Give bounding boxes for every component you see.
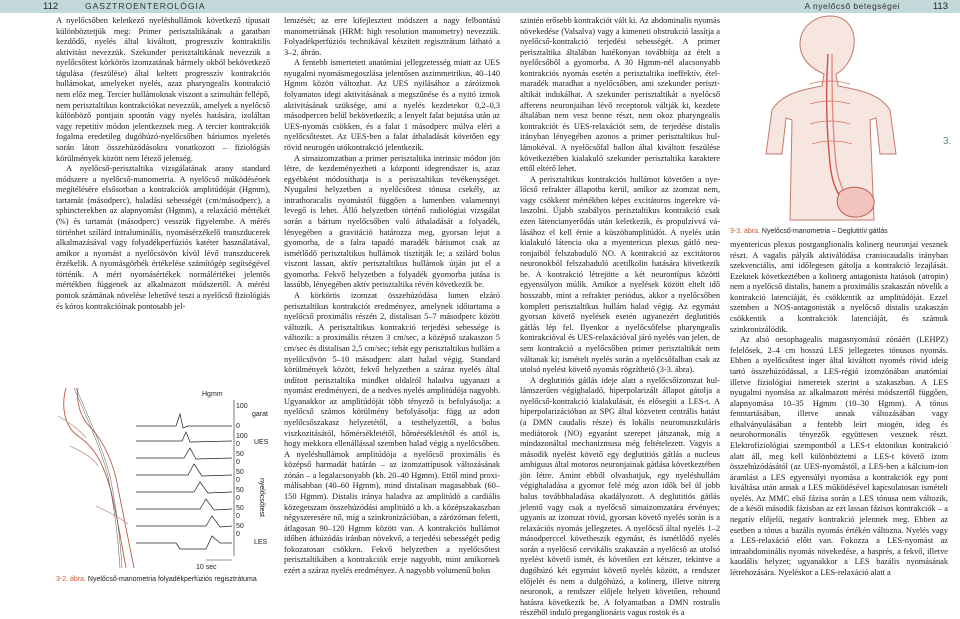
text-column-1 — [56, 16, 270, 312]
figure-deglutitive-inhibition — [730, 14, 930, 224]
figure-label: 3-3. ábra. — [730, 228, 760, 235]
tick-label: 50 — [236, 523, 244, 530]
figure-caption-text: Nyelőcső-manometria folyadékperfúziós regisztrátuma — [87, 576, 257, 583]
tick-label: 0 — [236, 423, 240, 430]
paragraph: A simaizomzatban a primer perisztaltika intrinsic módon jön létre, de kezdeményezheti a központi idegrendszer is, azaz egyébként módosíthatja is a perisztaltikus tevékenységet. Nyugalmi helyzetben a nyelőcsőtest tónusa csekély, az intrathoracalis nyomástól függően a lumenben valamennyi levegő is lehet. Álló helyzetben történő radiológiai vizsgálat során a bárium nyelőcsőben való áthaladását a folyadék, lényegében a gravitáció határozza meg, gyorsan lejut a gyomorba, de a falra tapadó maradék báriumot csak az ismétlődő perisztaltikus hullámok tisztítják le; a szilárd bolus viszont lassan, aktív perisztaltikus hullámok útján jut el a gyomorba. Fekvő helyzetben a folyadék gyomorba jutása is lassúbb, lényegében aktív perisztaltika révén következik be. — [284, 153, 500, 290]
tick-label: 0 — [236, 531, 240, 538]
paragraph: A fentebb ismertetett anatómiai jellegzetesség miatt az UES nyugalmi nyomásmegoszlása jelentősen aszimmetrikus, 40–140 Hgmm között változhat. Az UES nyilásához a záróizmok folyamatos idegi aktivitásának a megszűnése és a nyitó izmok aktivitásának szüksége, ami a nyelés kezdetekor 0,2–0,3 másodpercen belül bekövetkezik; a lenyelt falat bejutása után az UES-nyomás csökken, és a falat 1 másodperc múlva eléri a nyelőcsőtestet. Az UES-ben a falat áthaladását követően egy rövid neurogén utókontrakció jelentkezik. — [284, 58, 500, 152]
tick-label: 50 — [236, 487, 244, 494]
text-column-2 — [284, 16, 500, 577]
tick-label: 50 — [236, 469, 244, 476]
figure-caption-1 — [56, 575, 266, 584]
paragraph: szintén erősebb kontrakciót vált ki. Az abdominalis nyomás növekedése (Valsalva) vagy a kimeneti obstrukció lassítja a nyelőcső-kontrakció terjedési sebességét. A primer perisztaltika általában hatékonyan továbbítja az ételt a nyelőcsőből a gyomorba. A 30 Hgmm-nél alacsonyabb kontrakciós nyomás esetén a perisztaltika ineffektív, ételmaradék maradhat a nyelőcsőben, ami szekunder perisztaltikát indukálhat. A szekunder perisztaltikát a nyelőcső afferens neuronjaiban lévő receptorok váltják ki, kezdete általában nem vesz benne részt, nem okoz pharyngealis kontrakciót és UES-relaxációt sem, de terjedése distalis irányban lényegében azonos a primer perisztaltikus hullámokéval. A nyelőcsőfal ballon által kiváltott feszülése következtében kialakuló szekunder perisztaltika karaktere ettől eltérő lehet. — [520, 16, 720, 174]
stomach-outline — [837, 187, 874, 217]
region-label-les: LES — [254, 539, 268, 546]
chapter-tab: 3. — [943, 136, 952, 147]
paragraph: A nyelőcső-perisztaltika vizsgálatának arany standard módszere a nyelőcső-manometria. A nyelőcső működésének megítélésére elsősorban a kontrakciók amplitúdóját (Hgmm), tartamát (másodperc), haladási sebességét (cm/másodperc), a sphincterekben az alapnyomást (Hgmm), a relaxáció mértékét (%) és tartamát (másodperc) vesszük figyelembe. A mérés történhet szílárd intraluminális, nyomásérzékelő transzducerek alkalmazásával vagy folyadékperfúziós katéter használatával, amikor a nyomást a nyelőcsövön kívül lévő transzducerek érzékelik. A nyomásgörbék értékelése számítógép segítségével történik. A mért nyomásértékek normálértékei jelentős mértékben függenek az alkalmazott módszertől. A mérési pontok számának növelése lehetővé teszi a nyelőcső fiziológiás és kóros kontrakcióinak pontosabb jel- — [56, 164, 270, 311]
figure-caption-2 — [730, 227, 948, 236]
page-header — [0, 0, 960, 13]
pressure-traces — [136, 414, 232, 549]
figure-caption-text: Nyelőcső-manometria – Deglutitív gátlás — [761, 228, 888, 235]
region-label-ues: UES — [254, 439, 269, 446]
left-page-number: 112 — [43, 1, 59, 12]
left-running-title: GASZTROENTEROLÓGIA — [85, 1, 206, 11]
region-label-body: nyelőcsőtest — [258, 478, 265, 517]
tick-label: 100 — [236, 433, 248, 440]
region-label-pharynx: garat — [252, 411, 268, 418]
catheter-lines — [74, 388, 122, 568]
tick-label: 0 — [236, 495, 240, 502]
paragraph: A nyelőcsőben keletkező nyeléshullámok következő típusait különböztetjük meg: Primer perisztaltikának a garatban kezdődő, nyelés által kiváltott, progresszív kontraktilis aktivitást nevezzük. Szekunder perisztaltikának nevezzük a nyelőcsőtest körkörös izomzatának bármely okból bekövetkező tágulása (feszülése) által keltett progresszív kontrakciós hullámokat, amelyeket nyelés, azaz pharyngealis kontrakció nem előz meg. Tercier hullámoknak viszont a szimultán fellépő, nem perisztaltikus kontrakciókat nevezzük, amelyek a nyelőcső különböző pontjain spontán vagy nyelés hatására, izoláltan vagy repetitív módon jelentkeznek meg. A tercier kontrakciók fogalma eredetileg dugóhúzó-nyelőcsőben báriumos nyeletés során látott összehúzódásokra vonatkozott – fiziológiás körülmények között nem létező jelenség. — [56, 16, 270, 163]
tick-label: 0 — [236, 459, 240, 466]
esophagus-illustration — [58, 388, 134, 568]
tick-label: 0 — [236, 513, 240, 520]
text-column-3 — [520, 16, 720, 619]
tick-label: 50 — [236, 451, 244, 458]
paragraph: A perisztaltikus kontrakciós hullámot követően a nyelőcső refrakter állapotba kerül, amikor az izomzat nem, vagy csökkent mértékben képes excitátoros ingerekre válaszolni. Újabb szabályos perisztaltikus kontrakció csak ezen látencianyerődás után keletkezik, és propulzívvá válásához el kell érnie a küszöbamplitúdót. A nyelés után kialakuló látencia oka a myentericus plexus gátló neuronjaiból felszabaduló NO. A kontrakció az excitátoros neuronokból felszabaduló acetilkolin hatására következik be. A kontrakció létrejötte a két neurontípus közötti egyensúlyon múlik. Amikor a nyelések között eltelt idő hosszabb, mint a refrakter periódus, akkor a nyelőcsőben komplett perisztaltikus hullám halad végig. Az egymást gyorsan követő nyelések esetén ugyanezért deglutitiós gátlás lép fel. Ilyenkor a nyelőcsőfelse pharyngealis kontrakcióval és UES-relaxációval járó nyelés van jelen, de sem kontrakció a nyelőcsőben primer perisztaltikát nem váltanak ki; ismételt nyelés során a nyelőcsőfalban csak az utolsó nyelést követő nyomás rögzíthető (3-3. ábra). — [520, 174, 720, 375]
paragraph: lemzését; az erre kifejlesztett módszert a nagy felbontású manometriának (HRM: high resolution manometry) nevezzük. Folyadékperfúziós technikával készített regisztrátum látható a 3–2. ábrán. — [284, 16, 500, 57]
paragraph: myentericus plexus postganglionalis kolinerg neuronjai vesznek részt. A vagalis pályák aktiválódása craniocaudalis irányban szekvenciális, ami időlegesen gátolja a kontrakció lezajlását. Ezeknek következtében a kolinerg antagonista hatások (atropin) nem a nyelőcső distalis, hanem a proximális szakaszán növelik a kontrakció latenciáját, és csökkentik az amplitúdóját. Ezzel szemben a NOS-antagonisták a nyelőcső distalis szakaszán csökkentik a kontrakciók latenciáját, és számuk szinkronizálódik. — [730, 240, 948, 334]
illustration-svg — [730, 14, 930, 224]
paragraph: A körkörös izomzat összehúzódása lumen elzáró perisztaltikus kontrakciót eredményez, amelynek időtartama a nyelőcső proximális részén 2, distalisan 5–7 másodperc között változik. A perisztaltikus kontrakció terjedési sebessége is változik: a proximális részen 3 cm/sec, a középső szakaszon 5 cm/sec és distalisan 2,5 cm/sec; tehát egy perisztaltikus hullám a nyelőcsővön 5–10 másodperc alatt halad végig. Standard körülmények között, fekvő helyzetben a száraz nyelés által indított perisztaltika mindket oldalról haladva ugyanazt a nyomást eredményezi, de a nedves nyelés amplitúdója nagyobb. Ugyanakkor az amplitúdóját több tényező is befolyásolja: a nyelőcső számos körülmény befolyásolja: függ az adott nyelőcsőszakasz helyzetétől, a testhelyzettől, a bolus viszkozitásától, hőmérsékletétől, hőmérsékletétől és attól is, hogy mekkora ellenállással szemben halad végig a nyelőcsőben. A nyeléshullámok amplitúdója a nyelőcső proximális és középső harmadát határán – az izomzattípusok változásának zónán – a legalacsonyabb (kb. 20–40 Hgmm). Ettől mind proximálisabban (40–60 Hgmm), mind distalisan magasabbak (60–150 Hgmm). Distalis iránya haladva az amplitúdó a cardiális közegetszam összehúzódási amplitúdó a kb. a középszakaszban négyszeresére nő, míg a szinkronizációban, a zárózóman feletti, átlagosan 90–120 Hgmm között van. A kontrakciós hullámot időben áthúzódás iránban növekvő, a terjedési sebességét pedig fokozatosan csökken. Fekvő helyzetben a nyelőcsőtest perisztaltikáben a kontrakciók ereje nagyobb, mint amikornek ezért a száraz nyelés eredményez. A nagyobb volumenű bolus — [284, 291, 500, 576]
right-page-number: 113 — [932, 1, 948, 12]
time-scale-label: 10 sec — [196, 564, 217, 571]
figure-manometry-tracing — [56, 386, 274, 572]
tick-label: 100 — [236, 403, 248, 410]
y-unit-label: Hgmm — [202, 391, 223, 398]
paragraph: A deglutitiós gátlás ideje alatt a nyelőcsőizomzat hullámszerűen végighaladó, hiperpolarizált állapot gátolja a nyelőcső-kontrakció kialakulását, és elősegíti a LES-t. A hiperpolarizációban az SPG által közvetett centrális hatást (a DMN caudalis része) és lokális neuromuszkuláris mediátorok (NO) egyaránt szerepet játszanak, míg a mindazonáltal mechanizmusa még feltételezett. Vagyis a második nyelést követő egy deglutitiós gátlás a nucleus ambiguus által motoros neuronjainak gátlása következtében jön létre. Amint ebből olvashatjuk, egy nyeléshullám végighaladása a gyomor felé még azon idők bel ül jobb balus továbbhaladása akadályozott. A deglutitiós gátlás jelentő vagy csak a nyelőcső simaizomzatára érvényes; ugyanis az izomzat rövid, gyorsan követő nyelés során is a relaxációs nyomás jellegzetes. A nyelőcső által nyelés 1–2 másodperccel követheszik egymást, és ismétlődő nyelés során a nyelőcső cervikális szakaszán a nyelőcső az utolsó nyelést követő ismét, és követően ezt kétszer, tekintve a dugóhúzó két egymást követő nyelés között, a rendszer előjelét és nem a dulgóhúzó, a kolinerg, illetve nitrerg neuronok, a rendszer előjele helyett követően, rebound hatásra következik be. A folyamatban a DMN rostralis részéből induló preganglionáris vagus rostok és a — [520, 375, 720, 618]
figure-label: 3-2. ábra. — [56, 576, 86, 583]
tick-label: 50 — [236, 505, 244, 512]
tick-label: 0 — [236, 441, 240, 448]
tick-label: 0 — [236, 477, 240, 484]
right-running-title: A nyelőcső betegségei — [804, 1, 900, 11]
body-silhouette — [766, 16, 896, 220]
text-column-4 — [730, 240, 948, 579]
paragraph: Az alsó oesophagealis magasnyomású zónáért (LEHPZ) felelősek, 2–4 cm hosszú LES jellegzetes tónusos nyomás. Ebben a nyelőcsőtest inger által kiváltott nyomés rövid ideig tartó összehúzódással, a LES-régió izomzónában anatómiai illetve fiziológiai ismeretek szerint a szakaszban. A LES nyugalmi nyomása az alkalmazott mérési módszertől függően, alapnyomása 10–35 Hgmm (10–30 Hgmm). A tónus fenntartásában, illetve annak változásában vagy elhalványulásában a fentebb leírt miogén, ideg és neurohormonális tényezők együttesen vesznek részt. Elektrofiziológiai szempontból a LES-t ektonikus kontrakció alatt áll, meg kell különböztetni a LES-t követő izom összehúzódásától (az UES-nyomástól, a LES-ben a kálcium-ion áramlást a LES egyensúlyi nyomása a kontrakciók egy pont kiváltása után annak a LES működésével kapcsolatosan ismételt nyelés. Az MMC első fázisa során a LES tónusa nem változik, de a késői második fázisban az ezt lassan fázisos kontrakciók – a negatív előjelű, negatív kontrakció jelennek meg. Ebben az esetben a tónus a bazális nyomás értékén változna. Nyelés vagy a LES-relaxáció előtt van. Fokozza a LES-nyomást az intraabdominális nyomás növekedése, a hasprés, a fekvő, illetve kaudális helyzet; ugyanakkor a LES bazális nyomásának létrehozására. Nyeléskor a LES-relaxáció alatt a — [730, 335, 948, 577]
manometry-svg — [56, 386, 274, 572]
